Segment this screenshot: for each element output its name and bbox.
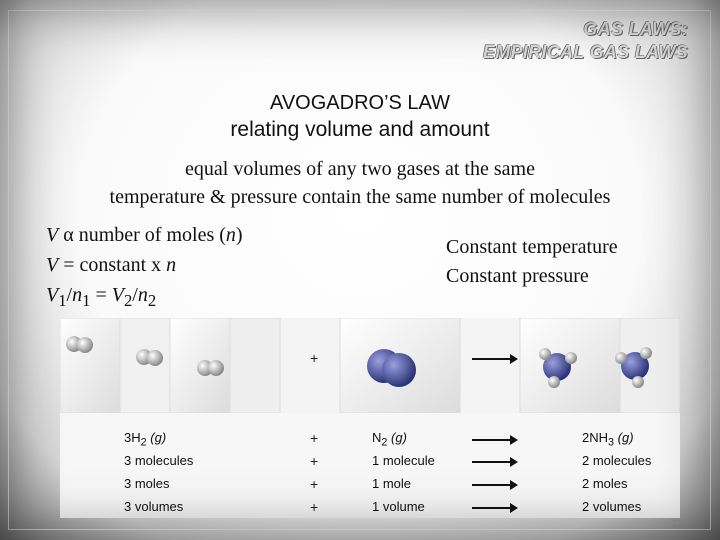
row-volumes-product: 2 volumes <box>582 499 642 514</box>
row-volumes-reactant2: 1 volume <box>372 499 425 514</box>
v2-symbol: V <box>111 284 124 306</box>
nh3-formula-state: (g) <box>614 430 634 445</box>
slash-2: / <box>132 284 138 306</box>
row-molecules-product: 2 molecules <box>582 453 652 468</box>
n2-formula-main: N <box>372 430 382 445</box>
n1-symbol: n <box>72 284 83 306</box>
moles-symbol: n <box>166 254 177 276</box>
moles-symbol: n <box>225 224 236 246</box>
statement-line-1: equal volumes of any two gases at the same <box>185 158 535 180</box>
n2-symbol: n <box>137 284 148 306</box>
h2-formula-main: 3H <box>124 430 141 445</box>
sub-3: 2 <box>123 291 133 310</box>
volume-symbol: V <box>46 254 59 276</box>
ratio-equation <box>46 284 156 311</box>
reactant-n2-formula <box>372 430 407 449</box>
condition-temperature: Constant temperature <box>446 236 618 258</box>
plus-sign: + <box>310 430 319 446</box>
proportionality-equation <box>46 224 243 247</box>
law-subheading: relating volume and amount <box>230 118 490 141</box>
reaction-arrow <box>472 484 516 486</box>
eq1-text: number of moles ( <box>73 224 226 246</box>
reactant-h2-formula <box>124 430 166 449</box>
proportional-symbol: α <box>63 224 74 246</box>
row-moles-product: 2 moles <box>582 476 628 491</box>
reaction-figure <box>60 318 680 518</box>
h2-formula-state: (g) <box>146 430 167 445</box>
reaction-arrow <box>472 439 516 441</box>
slide-title <box>483 18 688 64</box>
plus-sign: + <box>310 476 319 492</box>
row-volumes-reactant1: 3 volumes <box>124 499 184 514</box>
condition-pressure: Constant pressure <box>446 265 589 287</box>
equals: = <box>90 284 112 306</box>
slash-1: / <box>66 284 73 306</box>
eq1-close: ) <box>235 224 243 246</box>
row-moles-reactant1: 3 moles <box>124 476 170 491</box>
sub-1: 1 <box>58 291 67 310</box>
reaction-arrow <box>472 507 516 509</box>
h2-formula-sub: 2 <box>140 436 147 449</box>
plus-sign: + <box>310 453 319 469</box>
constant-equation <box>46 254 176 277</box>
nh3-formula-sub: 3 <box>608 436 615 449</box>
row-molecules-reactant1: 3 molecules <box>124 453 194 468</box>
reaction-arrow <box>472 358 516 360</box>
statement-line-2: temperature & pressure contain the same number of molecules <box>109 186 611 208</box>
row-moles-reactant2: 1 mole <box>372 476 412 491</box>
law-heading: AVOGADRO’S LAW <box>269 92 451 114</box>
plus-sign: + <box>310 350 319 366</box>
sub-2: 1 <box>82 291 91 310</box>
reaction-arrow <box>472 461 516 463</box>
nh3-formula-main: 2NH <box>582 430 609 445</box>
volume-symbol: V <box>46 224 59 246</box>
n2-formula-state: (g) <box>387 430 407 445</box>
title-line-1: GAS LAWS: <box>583 19 688 39</box>
product-nh3-formula <box>582 430 634 449</box>
plus-sign: + <box>310 499 319 515</box>
v1-symbol: V <box>46 284 59 306</box>
eq2-text: = constant x <box>58 254 167 276</box>
row-molecules-reactant2: 1 molecule <box>372 453 435 468</box>
sub-4: 2 <box>147 291 157 310</box>
title-line-2: EMPIRICAL GAS LAWS <box>482 42 688 62</box>
n2-formula-sub: 2 <box>381 436 388 449</box>
page-number: 22 <box>671 518 684 530</box>
